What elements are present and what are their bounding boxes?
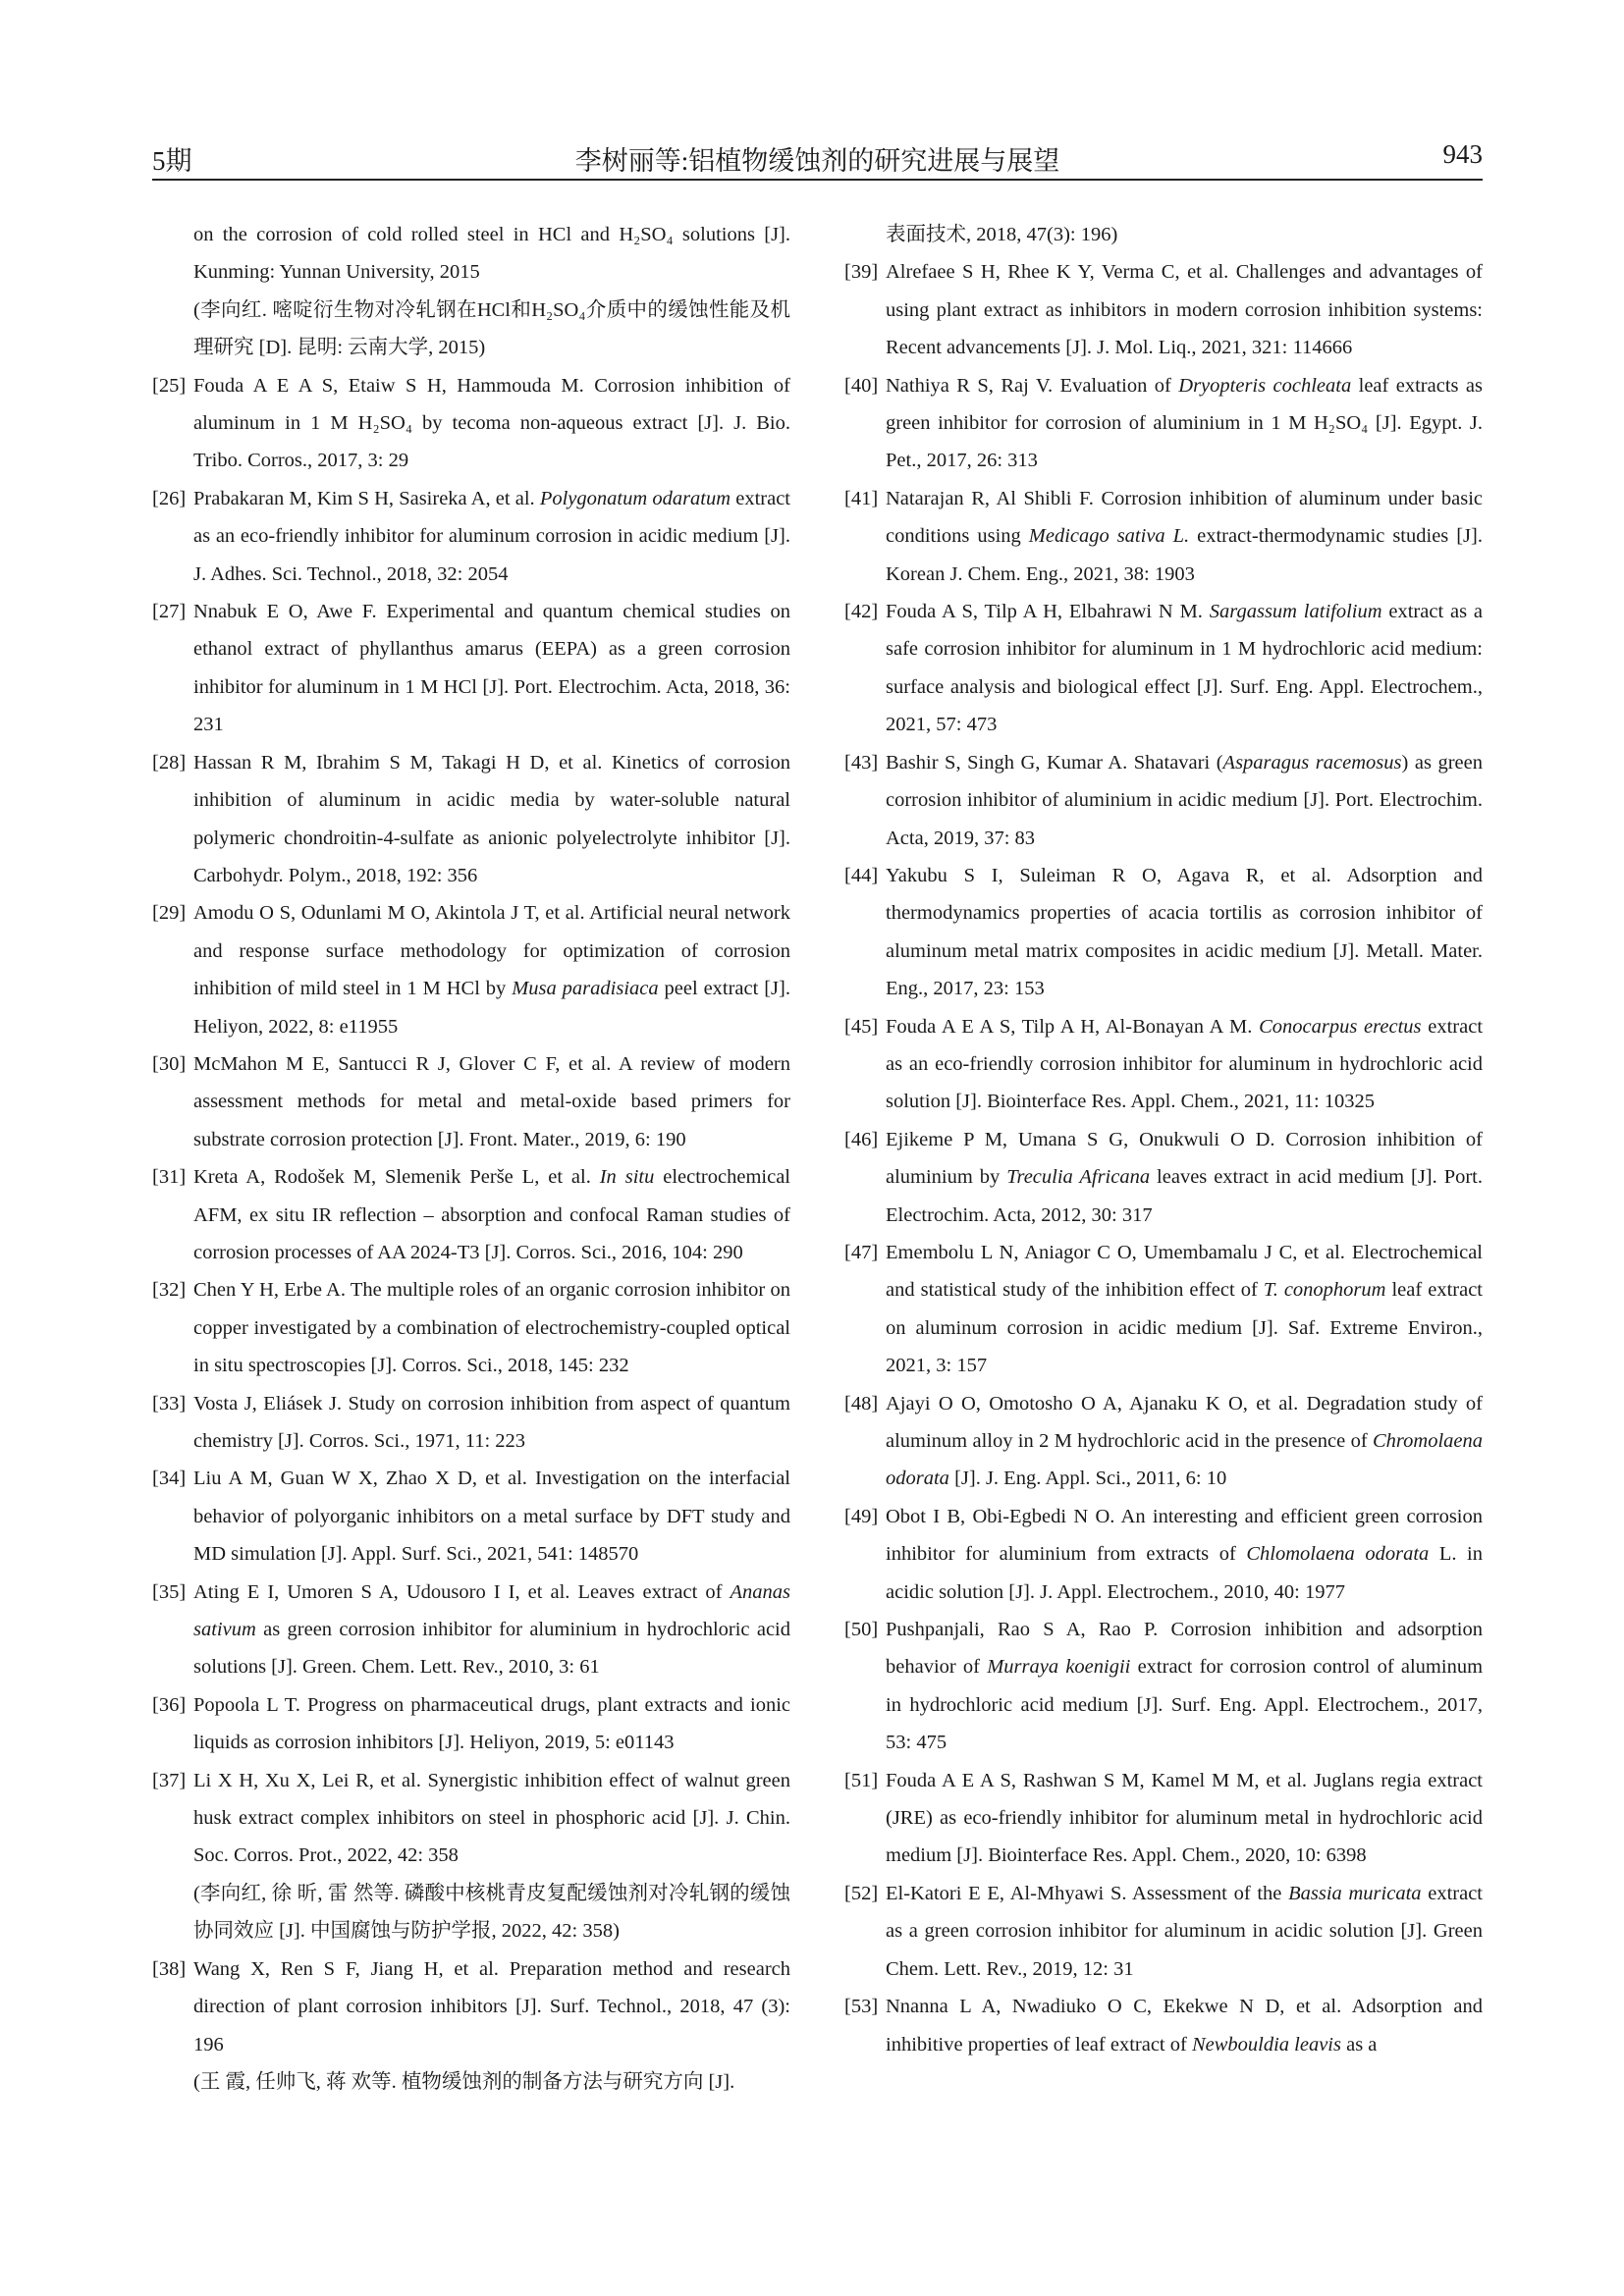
reference-number: [25]	[152, 374, 187, 397]
reference-text: extract as an eco-friendly inhibitor for aluminum corrosion in acidic medium [J]. J. Adhes. Sci. Technol., 2018, 32: 2054	[193, 487, 790, 585]
reference-number: [29]	[152, 902, 187, 925]
reference-text: Emembolu L N, Aniagor C O, Umembamalu J C, et al. Electrochemical and statistical study of the inhibition effect of	[886, 1241, 1483, 1302]
reference-item	[844, 367, 1483, 480]
reference-text: [J]. J. Eng. Appl. Sci., 2011, 6: 10	[948, 1468, 1227, 1490]
reference-text: Yakubu S I, Suleiman R O, Agava R, et al. Adsorption and thermodynamics properties of acacia tortilis as corrosion inhibitor of aluminum metal matrix composites in acidic medium [J]. Metall. Mater. Eng., 2017, 23: 153	[886, 864, 1483, 1000]
reference-number: [26]	[152, 487, 187, 509]
reference-text: leaf extracts as green inhibitor for corrosion of aluminium in 1 M H₂SO₄ [J]. Egypt. J. Pet., 2017, 26: 313	[886, 374, 1483, 472]
reference-item	[152, 1762, 790, 1950]
page-number: 943	[1442, 139, 1483, 169]
reference-item	[844, 1498, 1483, 1611]
reference-text: Prabakaran M, Kim S H, Sasireka A, et al.	[193, 487, 540, 509]
reference-item	[152, 1460, 790, 1573]
reference-number: [53]	[844, 1996, 879, 2018]
reference-item	[152, 1045, 790, 1158]
reference-item	[844, 1988, 1483, 2063]
reference-text: Li X H, Xu X, Lei R, et al. Synergistic inhibition effect of walnut green husk extract complex inhibitors on steel in phosphoric acid [J]. J. Chin. Soc. Corros. Prot., 2022, 42: 358	[193, 1769, 790, 1867]
reference-text: extract as an eco-friendly corrosion inhibitor for aluminum in hydrochloric acid solution [J]. Biointerface Res. Appl. Chem., 2021, 11: 10325	[886, 1015, 1484, 1113]
reference-text: Hassan R M, Ibrahim S M, Takagi H D, et al. Kinetics of corrosion inhibition of aluminum in acidic media by water-soluble natural polymeric chondroitin-4-sulfate as anionic polyelectrolyte inhibitor [J]. Carbohydr. Polym., 2018, 192: 356	[193, 751, 790, 886]
running-title: 李树丽等:铝植物缓蚀剂的研究进展与展望	[574, 146, 1060, 176]
reference-number: [42]	[844, 601, 879, 623]
reference-item	[152, 216, 790, 367]
reference-text: extract-thermodynamic studies [J]. Korean J. Chem. Eng., 2021, 38: 1903	[886, 525, 1483, 585]
reference-text: leaf extract on aluminum corrosion in acidic medium [J]. Saf. Extreme Environ., 2021, 3: 157	[886, 1279, 1483, 1377]
reference-text: peel extract [J]. Heliyon, 2022, 8: e11955	[193, 978, 790, 1038]
reference-italic-term: Chlomolaena odorata	[1246, 1543, 1430, 1566]
reference-italic-term: Murraya koenigii	[987, 1656, 1131, 1679]
reference-text: Nnabuk E O, Awe F. Experimental and quantum chemical studies on ethanol extract of phyllanthus amarus (EEPA) as a green corrosion inhibitor for aluminum in 1 M HCl [J]. Port. Electrochim. Acta, 2018, 36: 231	[193, 601, 790, 736]
reference-text: electrochemical AFM, ex situ IR reflection – absorption and confocal Raman studies of corrosion processes of AA 2024-T3 [J]. Corros. Sci., 2016, 104: 290	[193, 1166, 790, 1263]
reference-item	[152, 1271, 790, 1384]
reference-text: Nathiya R S, Raj V. Evaluation of	[886, 374, 1179, 397]
reference-text: Fouda A E A S, Tilp A H, Al-Bonayan A M.	[886, 1015, 1260, 1038]
reference-item	[152, 480, 790, 593]
reference-italic-term: Newbouldia leavis	[1191, 2033, 1341, 2056]
reference-italic-term: Conocarpus erectus	[1259, 1015, 1422, 1038]
right-column-references	[844, 216, 1483, 2063]
reference-text: Pushpanjali, Rao S A, Rao P. Corrosion inhibition and adsorption behavior of	[886, 1619, 1483, 1679]
reference-item	[152, 1385, 790, 1461]
reference-text: Obot I B, Obi-Egbedi N O. An interesting and efficient green corrosion inhibitor for aluminium from extracts of	[886, 1505, 1483, 1566]
reference-number: [36]	[152, 1693, 187, 1716]
reference-text: Popoola L T. Progress on pharmaceutical drugs, plant extracts and ionic liquids as corrosion inhibitors [J]. Heliyon, 2019, 5: e01143	[193, 1693, 790, 1754]
reference-item	[152, 1686, 790, 1762]
reference-text: as green corrosion inhibitor for aluminium in hydrochloric acid solutions [J]. Green. Chem. Lett. Rev., 2010, 3: 61	[193, 1619, 790, 1679]
reference-text: Nnanna L A, Nwadiuko O C, Ekekwe N D, et al. Adsorption and inhibitive properties of leaf extract of	[886, 1996, 1483, 2056]
reference-number: [50]	[844, 1619, 879, 1641]
reference-number: [34]	[152, 1468, 187, 1490]
reference-text: El-Katori E E, Al-Mhyawi S. Assessment of the	[886, 1882, 1289, 1904]
reference-number: [49]	[844, 1505, 879, 1527]
reference-chinese-translation: (李向红. 嘧啶衍生物对冷轧钢在HCl和H₂SO₄介质中的缓蚀性能及机理研究 [D]. 昆明: 云南大学, 2015)	[193, 298, 790, 359]
reference-number: [38]	[152, 1957, 187, 1980]
reference-item	[844, 744, 1483, 857]
page-header	[152, 135, 1483, 181]
reference-italic-term: Polygonatum odaratum	[539, 487, 731, 509]
reference-text: extract as a safe corrosion inhibitor for aluminum in 1 M hydrochloric acid medium: surface analysis and biological effect [J]. Surf. Eng. Appl. Electrochem., 2021, 57: 473	[886, 601, 1483, 736]
reference-text: Fouda A E A S, Etaiw S H, Hammouda M. Corrosion inhibition of aluminum in 1 M H₂SO₄ by tecoma non-aqueous extract [J]. J. Bio. Tribo. Corros., 2017, 3: 29	[193, 374, 790, 472]
reference-item	[844, 1762, 1483, 1875]
reference-italic-term: Treculia Africana	[1006, 1166, 1151, 1189]
reference-item	[844, 1234, 1483, 1385]
reference-text: Alrefaee S H, Rhee K Y, Verma C, et al. Challenges and advantages of using plant extract as inhibitors in modern corrosion inhibition systems: Recent advancements [J]. J. Mol. Liq., 2021, 321: 114666	[886, 261, 1483, 359]
reference-text: Ajayi O O, Omotosho O A, Ajanaku K O, et al. Degradation study of aluminum alloy in 2 M hydrochloric acid in the presence of	[886, 1392, 1483, 1452]
reference-number: [46]	[844, 1128, 879, 1150]
reference-number: [41]	[844, 487, 879, 509]
reference-text: Natarajan R, Al Shibli F. Corrosion inhibition of aluminum under basic conditions using	[886, 487, 1483, 548]
reference-number: [32]	[152, 1279, 187, 1302]
reference-item	[152, 1158, 790, 1271]
reference-number: [37]	[152, 1769, 187, 1791]
reference-text: as a	[1340, 2033, 1378, 2056]
reference-number: [52]	[844, 1882, 879, 1904]
reference-item	[844, 216, 1483, 253]
reference-text: Ejikeme P M, Umana S G, Onukwuli O D. Corrosion inhibition of aluminium by	[886, 1128, 1483, 1189]
reference-item	[844, 1611, 1483, 1762]
reference-chinese-translation: (李向红, 徐 昕, 雷 然等. 磷酸中核桃青皮复配缓蚀剂对冷轧钢的缓蚀协同效应 [J]. 中国腐蚀与防护学报, 2022, 42: 358)	[193, 1882, 790, 1943]
reference-text: Bashir S, Singh G, Kumar A. Shatavari (	[886, 751, 1223, 774]
reference-italic-term: Ananas sativum	[193, 1580, 790, 1641]
reference-number: [45]	[844, 1015, 879, 1038]
reference-item	[152, 894, 790, 1045]
reference-text: Chen Y H, Erbe A. The multiple roles of an organic corrosion inhibitor on copper investigated by a combination of electrochemistry-coupled optical in situ spectroscopies [J]. Corros. Sci., 2018, 145: 232	[193, 1279, 790, 1377]
reference-text: L. in acidic solution [J]. J. Appl. Electrochem., 2010, 40: 1977	[886, 1543, 1483, 1603]
reference-number: [39]	[844, 261, 879, 284]
reference-text: Fouda A E A S, Rashwan S M, Kamel M M, et al. Juglans regia extract (JRE) as eco-friendly inhibitor for aluminum metal in hydrochloric acid medium [J]. Biointerface Res. Appl. Chem., 2020, 10: 6398	[886, 1769, 1483, 1867]
reference-item	[844, 593, 1483, 744]
reference-item	[152, 1950, 790, 2102]
reference-italic-term: Chromolaena odorata	[886, 1430, 1483, 1490]
reference-item	[844, 253, 1483, 366]
reference-number: [35]	[152, 1580, 187, 1603]
reference-text: Kreta A, Rodošek M, Slemenik Perše L, et al.	[193, 1166, 600, 1189]
reference-item	[844, 480, 1483, 593]
reference-number: [47]	[844, 1241, 879, 1263]
reference-italic-term: In situ	[599, 1166, 655, 1189]
reference-item	[844, 1121, 1483, 1234]
reference-text: Ating E I, Umoren S A, Udousoro I I, et al. Leaves extract of	[193, 1580, 731, 1603]
reference-italic-term: Asparagus racemosus	[1222, 751, 1402, 774]
reference-number: [33]	[152, 1392, 187, 1415]
reference-text: extract as a green corrosion inhibitor for aluminum in acidic solution [J]. Green Chem. Lett. Rev., 2019, 12: 31	[886, 1882, 1483, 1980]
reference-item	[844, 1385, 1483, 1498]
reference-item	[152, 744, 790, 895]
reference-number: [27]	[152, 601, 187, 623]
reference-number: [31]	[152, 1166, 187, 1189]
reference-text: Liu A M, Guan W X, Zhao X D, et al. Investigation on the interfacial behavior of polyorganic inhibitors on a metal surface by DFT study and MD simulation [J]. Appl. Surf. Sci., 2021, 541: 148570	[193, 1468, 790, 1566]
reference-number: [28]	[152, 751, 187, 774]
left-column-references	[152, 216, 790, 2101]
reference-item	[844, 857, 1483, 1008]
reference-number: [44]	[844, 864, 879, 886]
reference-text: on the corrosion of cold rolled steel in HCl and H₂SO₄ solutions [J]. Kunming: Yunnan University, 2015	[193, 224, 790, 284]
reference-item	[844, 1875, 1483, 1988]
reference-number: [51]	[844, 1769, 879, 1791]
reference-text: Vosta J, Eliásek J. Study on corrosion inhibition from aspect of quantum chemistry [J]. Corros. Sci., 1971, 11: 223	[193, 1392, 790, 1452]
reference-number: [30]	[152, 1052, 187, 1075]
reference-italic-term: Medicago sativa L.	[1028, 525, 1190, 548]
reference-item	[152, 367, 790, 480]
reference-number: [43]	[844, 751, 879, 774]
reference-text: McMahon M E, Santucci R J, Glover C F, et al. A review of modern assessment methods for metal and metal-oxide based primers for substrate corrosion protection [J]. Front. Mater., 2019, 6: 190	[193, 1052, 790, 1150]
reference-italic-term: T. conophorum	[1263, 1279, 1386, 1302]
issue-number: 5期	[152, 146, 192, 176]
reference-text: ) as green corrosion inhibitor of aluminium in acidic medium [J]. Port. Electrochim. Acta, 2019, 37: 83	[886, 751, 1483, 849]
reference-item	[152, 1574, 790, 1686]
reference-italic-term: Dryopteris cochleata	[1178, 374, 1352, 397]
reference-italic-term: Sargassum latifolium	[1209, 601, 1382, 623]
reference-text: Wang X, Ren S F, Jiang H, et al. Preparation method and research direction of plant corrosion inhibitors [J]. Surf. Technol., 2018, 47 (3): 196	[193, 1957, 790, 2056]
reference-text: 表面技术, 2018, 47(3): 196)	[886, 224, 1118, 245]
reference-text: leaves extract in acid medium [J]. Port. Electrochim. Acta, 2012, 30: 317	[886, 1166, 1483, 1226]
reference-item	[844, 1008, 1483, 1121]
reference-text: Fouda A S, Tilp A H, Elbahrawi N M.	[886, 601, 1210, 623]
reference-chinese-translation: (王 霞, 任帅飞, 蒋 欢等. 植物缓蚀剂的制备方法与研究方向 [J].	[193, 2070, 735, 2093]
reference-number: [48]	[844, 1392, 879, 1415]
reference-text: extract for corrosion control of aluminum in hydrochloric acid medium [J]. Surf. Eng. Appl. Electrochem., 2017, 53: 475	[886, 1656, 1484, 1754]
reference-italic-term: Musa paradisiaca	[512, 978, 659, 1000]
reference-number: [40]	[844, 374, 879, 397]
reference-italic-term: Bassia muricata	[1288, 1882, 1422, 1904]
reference-text: Amodu O S, Odunlami M O, Akintola J T, et al. Artificial neural network and response surface methodology for optimization of corrosion inhibition of mild steel in 1 M HCl by	[193, 902, 790, 1000]
reference-item	[152, 593, 790, 744]
